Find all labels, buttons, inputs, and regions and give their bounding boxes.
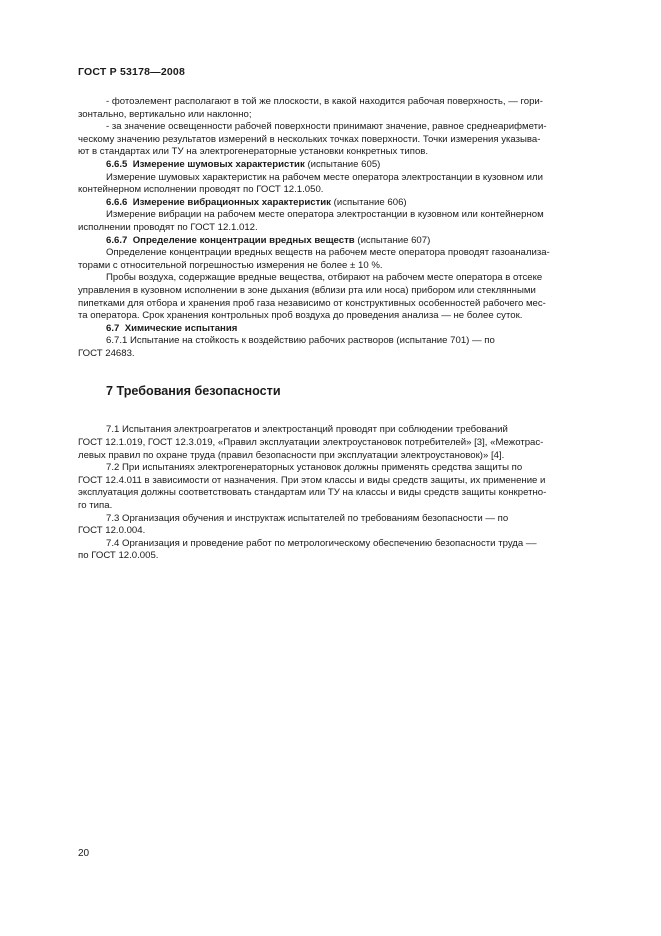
subsection-heading-667 (78, 235, 616, 248)
subsection-number: 6.6.5 (106, 158, 128, 170)
paragraph-cont: зонтально, вертикально или наклонно; (78, 108, 252, 120)
paragraph: Измерение вибрации на рабочем месте оператора электростанции в кузовном или контейнерном (106, 209, 544, 221)
test-number: (испытание 605) (307, 158, 381, 170)
paragraph-cont: ют в стандартах или ТУ на электрогенераторные установки конкретных типов. (78, 146, 429, 158)
subsection-heading-665 (78, 159, 616, 172)
paragraph-cont: по ГОСТ 12.0.005. (78, 550, 159, 562)
subsection-number: 6.7 (106, 322, 120, 334)
paragraph-cont: ГОСТ 12.0.004. (78, 525, 146, 537)
paragraph: 7.3 Организация обучения и инструктаж испытателей по требованиям безопасности — по (106, 512, 509, 524)
paragraph-cont: ГОСТ 12.4.011 в зависимости от назначения. При этом классы и виды средств защиты, их применение и (78, 474, 546, 486)
paragraph: - фотоэлемент располагают в той же плоскости, в какой находится рабочая поверхность, — гори- (106, 96, 543, 107)
paragraph-cont: эксплуатация должны соответствовать стандартам или ТУ на классы и виды средств защиты конкретно- (78, 487, 547, 499)
paragraph: 7.1 Испытания электроагрегатов и электростанций проводят при соблюдении требований (106, 424, 508, 436)
paragraph-cont: пипетками для отбора и хранения проб газа независимо от конструктивных особенностей рабочего мес- (78, 297, 546, 309)
subsection-title: Измерение вибрационных характеристик (132, 196, 331, 208)
subsection-title: Химические испытания (124, 322, 238, 334)
paragraph: 7.2 При испытаниях электрогенераторных установок должны применять средства защиты по (106, 462, 523, 474)
subsection-title: Определение концентрации вредных веществ (132, 234, 355, 246)
subsection-heading-666 (78, 197, 616, 210)
test-number: (испытание 606) (333, 196, 407, 208)
paragraph-cont: го типа. (78, 500, 113, 512)
test-number: (испытание 607) (357, 234, 431, 246)
paragraph-cont: ГОСТ 24683. (78, 347, 135, 359)
subsection-number: 6.6.6 (106, 196, 128, 208)
paragraph: Пробы воздуха, содержащие вредные вещества, отбирают на рабочем месте оператора в отсеке (106, 272, 543, 284)
paragraph: 7.4 Организация и проведение работ по метрологическому обеспечению безопасности труда –– (106, 537, 537, 549)
paragraph-cont: управления в кузовном исполнении в зоне дыхания (вблизи рта или носа) прибором или стеклянными (78, 284, 536, 296)
section-title: 7 Требования безопасности (106, 384, 281, 399)
document-code-header: ГОСТ Р 53178—2008 (78, 66, 186, 78)
paragraph: 6.7.1 Испытание на стойкость к воздействию рабочих растворов (испытание 701) — по (106, 335, 495, 347)
subsection-title: Измерение шумовых характеристик (132, 158, 305, 170)
paragraph: Определение концентрации вредных веществ на рабочем месте оператора проводят газоанализа- (106, 247, 550, 259)
page-number: 20 (78, 848, 90, 859)
paragraph-cont: торами с относительной погрешностью измерения не более ± 10 %. (78, 259, 383, 271)
paragraph: Измерение шумовых характеристик на рабочем месте оператора электростанции в кузовном или (106, 171, 543, 183)
subsection-heading-67 (78, 323, 616, 336)
subsection-number: 6.6.7 (106, 234, 128, 246)
paragraph-cont: та оператора. Срок хранения контрольных проб воздуха до проведения анализа — не более суток. (78, 310, 523, 322)
paragraph-cont: ческому значению результатов измерений в нескольких точках поверхности. Точки измерения указыва- (78, 133, 541, 145)
paragraph-cont: исполнении проводят по ГОСТ 12.1.012. (78, 221, 258, 233)
paragraph-cont: контейнерном исполнении проводят по ГОСТ 12.1.050. (78, 184, 324, 196)
paragraph: - за значение освещенности рабочей поверхности принимают значение, равное среднеарифмети- (106, 121, 547, 133)
paragraph-cont: левых правил по охране труда (правил безопасности при эксплуатации электроустановок)» [4]. (78, 449, 505, 461)
page-body (78, 96, 616, 563)
paragraph-cont: ГОСТ 12.1.019, ГОСТ 12.3.019, «Правил эксплуатации электроустановок потребителей» [3], «Межотрас- (78, 437, 544, 449)
